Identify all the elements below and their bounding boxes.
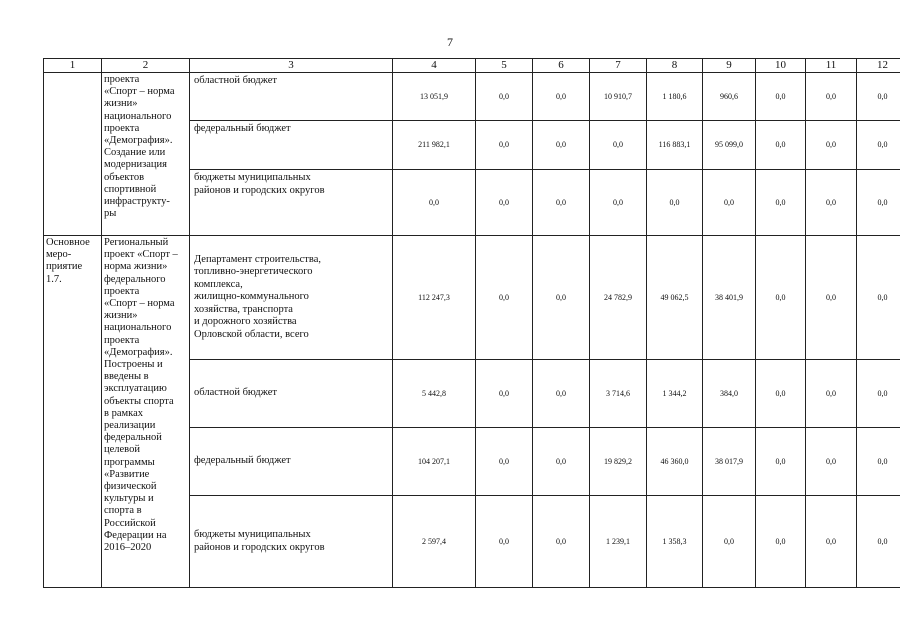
value-cell: 0,0: [857, 73, 900, 121]
value-cell: 0,0: [857, 121, 900, 170]
value-cell: 0,0: [393, 170, 476, 236]
table-row: [44, 236, 900, 360]
col-header: 2: [102, 59, 190, 73]
funding-source: федеральный бюджет: [190, 121, 393, 170]
value-cell: 0,0: [476, 360, 533, 428]
value-cell: 0,0: [533, 496, 590, 588]
value-cell: 0,0: [857, 496, 900, 588]
value-cell: 38 017,9: [703, 428, 756, 496]
value-cell: 1 239,1: [590, 496, 647, 588]
value-cell: 384,0: [703, 360, 756, 428]
value-cell: 5 442,8: [393, 360, 476, 428]
col-header: 11: [806, 59, 857, 73]
value-cell: 0,0: [533, 360, 590, 428]
value-cell: 46 360,0: [647, 428, 703, 496]
value-cell: 0,0: [756, 428, 806, 496]
budget-table: [43, 58, 900, 588]
value-cell: 0,0: [806, 236, 857, 360]
funding-source: областной бюджет: [190, 360, 393, 428]
value-cell: 0,0: [806, 170, 857, 236]
value-cell: 0,0: [533, 121, 590, 170]
col-header: 4: [393, 59, 476, 73]
col-header: 8: [647, 59, 703, 73]
value-cell: 0,0: [476, 121, 533, 170]
col-header: 12: [857, 59, 900, 73]
value-cell: 0,0: [703, 170, 756, 236]
value-cell: 0,0: [756, 496, 806, 588]
funding-source: бюджеты муниципальных районов и городских округов: [190, 170, 393, 236]
funding-source: областной бюджет: [190, 73, 393, 121]
value-cell: 0,0: [857, 170, 900, 236]
value-cell: 0,0: [703, 496, 756, 588]
value-cell: 0,0: [533, 428, 590, 496]
col-header: 9: [703, 59, 756, 73]
col-header: 5: [476, 59, 533, 73]
value-cell: 0,0: [590, 121, 647, 170]
value-cell: 0,0: [756, 360, 806, 428]
col-header: 7: [590, 59, 647, 73]
value-cell: 3 714,6: [590, 360, 647, 428]
value-cell: 19 829,2: [590, 428, 647, 496]
value-cell: 10 910,7: [590, 73, 647, 121]
value-cell: 1 344,2: [647, 360, 703, 428]
value-cell: 0,0: [756, 121, 806, 170]
page-number: 7: [447, 35, 453, 49]
measure-cell: [44, 73, 102, 236]
value-cell: 0,0: [806, 496, 857, 588]
table-row: [44, 73, 900, 121]
column-number-row: [44, 59, 900, 73]
value-cell: 0,0: [756, 236, 806, 360]
value-cell: 0,0: [857, 428, 900, 496]
value-cell: 0,0: [533, 170, 590, 236]
value-cell: 104 207,1: [393, 428, 476, 496]
value-cell: 0,0: [806, 428, 857, 496]
col-header: 6: [533, 59, 590, 73]
value-cell: 2 597,4: [393, 496, 476, 588]
funding-source: бюджеты муниципальных районов и городских округов: [190, 496, 393, 588]
value-cell: 0,0: [756, 73, 806, 121]
value-cell: 112 247,3: [393, 236, 476, 360]
col-header: 1: [44, 59, 102, 73]
value-cell: 49 062,5: [647, 236, 703, 360]
value-cell: 13 051,9: [393, 73, 476, 121]
value-cell: 0,0: [476, 73, 533, 121]
value-cell: 0,0: [476, 236, 533, 360]
col-header: 10: [756, 59, 806, 73]
value-cell: 24 782,9: [590, 236, 647, 360]
value-cell: 0,0: [533, 236, 590, 360]
value-cell: 0,0: [806, 73, 857, 121]
project-description: проекта «Спорт – норма жизни» национального проекта «Демография». Создание или модернизация объектов спортивной инфраструкту- ры: [102, 73, 190, 236]
measure-title: Основное меро- приятие 1.7.: [44, 236, 102, 588]
value-cell: 0,0: [857, 360, 900, 428]
value-cell: 0,0: [476, 170, 533, 236]
value-cell: 1 358,3: [647, 496, 703, 588]
funding-source: Департамент строительства, топливно-энергетического комплекса, жилищно-коммунального хозяйства, транспорта и дорожного хозяйства Орловской области, всего: [190, 236, 393, 360]
value-cell: 1 180,6: [647, 73, 703, 121]
value-cell: 0,0: [476, 428, 533, 496]
funding-source: федеральный бюджет: [190, 428, 393, 496]
value-cell: 38 401,9: [703, 236, 756, 360]
value-cell: 95 099,0: [703, 121, 756, 170]
value-cell: 0,0: [806, 360, 857, 428]
value-cell: 116 883,1: [647, 121, 703, 170]
value-cell: 0,0: [647, 170, 703, 236]
value-cell: 0,0: [806, 121, 857, 170]
value-cell: 0,0: [533, 73, 590, 121]
value-cell: 0,0: [756, 170, 806, 236]
value-cell: 0,0: [857, 236, 900, 360]
value-cell: 211 982,1: [393, 121, 476, 170]
value-cell: 0,0: [590, 170, 647, 236]
value-cell: 0,0: [476, 496, 533, 588]
value-cell: 960,6: [703, 73, 756, 121]
col-header: 3: [190, 59, 393, 73]
project-description: Региональный проект «Спорт – норма жизни» федерального проекта «Спорт – норма жизни» национального проекта «Демография». Построены и введены в эксплуатацию объекты спорта в рамках реализации федеральной целевой программы «Развитие физической культуры и спорта в Российской Федерации на 2016–2020: [102, 236, 190, 588]
